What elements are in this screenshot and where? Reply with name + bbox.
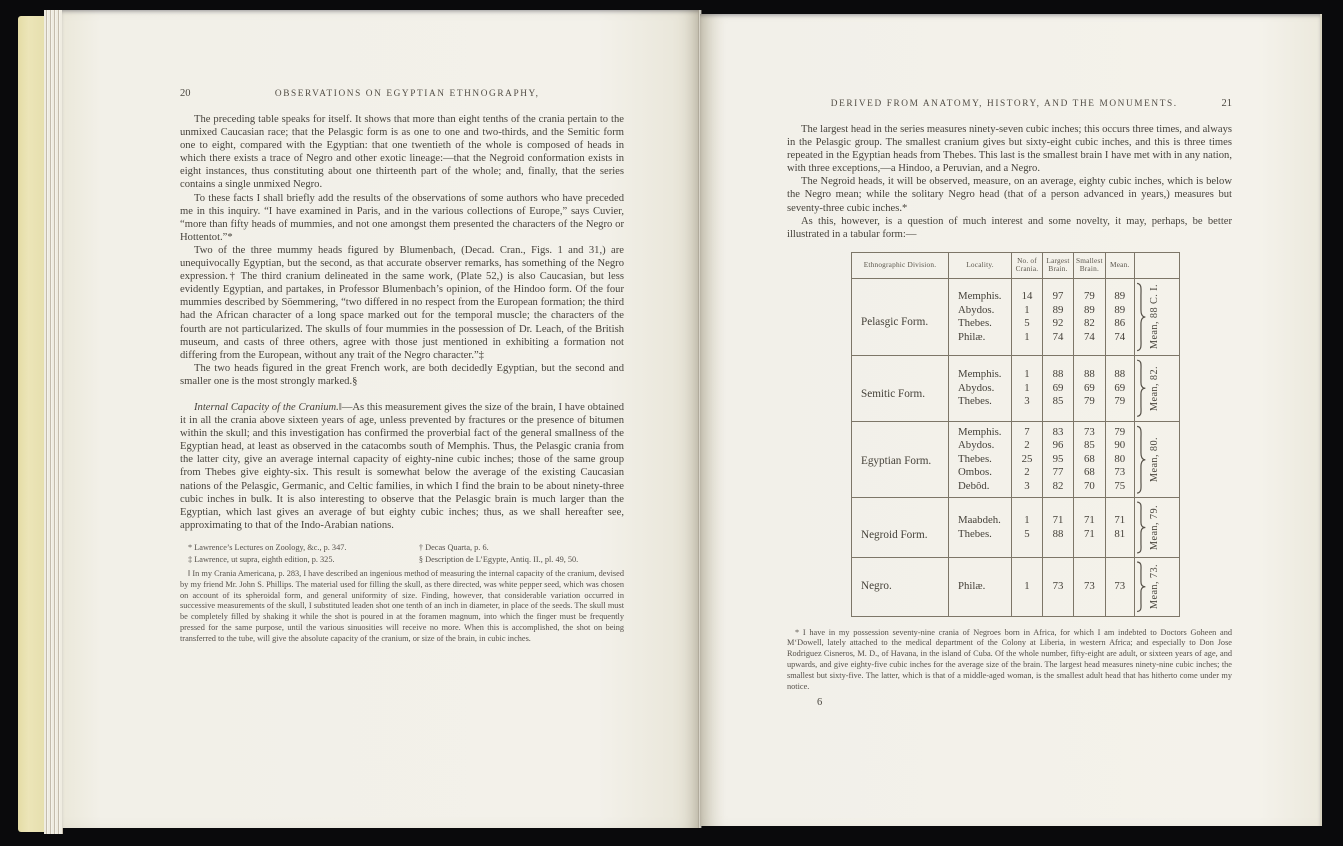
mean-cell: 90 — [1105, 439, 1134, 453]
col-header-largest: Largest Brain. — [1043, 252, 1074, 278]
smallest-cell: 79 — [1074, 395, 1106, 421]
brace-icon — [1136, 282, 1147, 352]
crania-cell: 3 — [1012, 480, 1043, 498]
paragraph: Two of the three mummy heads figured by Blumenbach, (Decad. Cran., Figs. 1 and 31,) are unequivocally Egyptian, but the second, as that accurate observer remarks, has something of the Negro expression.† The third cranium delineated in the same work, (Plate 52,) is also Caucasian, but less evidently Egyptian, and partakes, in Professor Blumenbach’s opinion, of the Hindoo form. Of the four mummies described by Söemmering, “two differed in no respect from the European formation; the third had the African character of a long space marked out for the temporal muscle; the characters of the fourth are not particularized. The skulls of four mummies in the possession of Dr. Leach, of the British museum, and casts of three others, agree with those just mentioned in exhibiting a formation not differing from the European, without any trait of the Negro character.”‡ — [180, 244, 624, 361]
page-number-left: 20 — [180, 88, 191, 99]
page-number-right: 21 — [1221, 98, 1232, 109]
right-text-block — [787, 98, 1232, 709]
table-row — [852, 558, 1180, 617]
locality-cell: Thebes. — [949, 528, 1012, 558]
table-row — [852, 356, 1180, 382]
group-mean-label: Mean, 80. — [1148, 436, 1160, 482]
division-cell: Negro. — [852, 558, 949, 617]
crania-cell: 1 — [1012, 382, 1043, 396]
locality-cell: Abydos. — [949, 382, 1012, 396]
brace-icon — [1136, 561, 1147, 613]
mean-cell: 73 — [1105, 558, 1134, 617]
largest-cell: 71 — [1043, 498, 1074, 528]
left-body-text — [180, 113, 624, 532]
paragraph: The Negroid heads, it will be observed, measure, on an average, eighty cubic inches, which is below the Negro mean; while the solitary Negro head (that of a person advanced in years,) measures but seventy-three cubic inches.* — [787, 176, 1232, 214]
largest-cell: 69 — [1043, 382, 1074, 396]
smallest-cell: 79 — [1074, 279, 1106, 304]
smallest-cell: 68 — [1074, 453, 1106, 467]
section-paragraph — [180, 401, 624, 532]
crania-cell: 7 — [1012, 421, 1043, 439]
left-footnotes — [180, 543, 624, 645]
mean-cell: 74 — [1105, 331, 1134, 356]
section-text: —As this measurement gives the size of the brain, I have obtained it in all the crania above sixteen years of age, unless prevented by fractures or the presence of bitumen within the skull; and this investigation has confirmed the proverbial fact of the general smallness of the Egyptian head, at least as observed in the catacombs south of Memphis. Thus, the Pelasgic crania from the latter city, give an average internal capacity of eighty-nine cubic inches; those of the same group from Thebes give eighty-six. This result is somewhat below the average of the existing Caucasian nations of the Pelasgic, Germanic, and Celtic families, in which I find the brain to be about ninety-three cubic inches in bulk. It is also interesting to observe that the Pelasgic brain is much larger than the Egyptian, which last gives an average of but eighty cubic inches; thus, as we shall hereafter see, approximating to that of the Indo-Arabian nations. — [180, 401, 624, 531]
locality-cell: Philæ. — [949, 558, 1012, 617]
group-mean-cell — [1134, 279, 1179, 356]
crania-cell: 25 — [1012, 453, 1043, 467]
paragraph: To these facts I shall briefly add the results of the observations of some authors who have preceded me in this inquiry. “I have examined in Paris, and in the various collections of Europe,” says Cuvier, “more than fifty heads of mummies, and not one amongst them presented the characters of the Negro or Hottentot.”* — [180, 192, 624, 243]
footnote: † Decas Quarta, p. 6. — [418, 542, 489, 552]
running-head-right: DERIVED FROM ANATOMY, HISTORY, AND THE MONUMENTS. — [830, 99, 1178, 109]
group-mean-cell — [1134, 421, 1179, 498]
fore-edge-pages — [18, 16, 44, 832]
mean-cell: 79 — [1105, 395, 1134, 421]
smallest-cell: 88 — [1074, 356, 1106, 382]
footnote: § Description de L’Egypte, Antiq. II., pl. 49, 50. — [418, 554, 579, 564]
section-heading: Internal Capacity of the Cranium. — [194, 401, 339, 413]
crania-cell: 5 — [1012, 528, 1043, 558]
short-footnotes — [180, 543, 624, 566]
smallest-cell: 71 — [1074, 498, 1106, 528]
largest-cell: 73 — [1043, 558, 1074, 617]
cranial-capacity-table-wrap — [851, 252, 1232, 617]
crania-cell: 1 — [1012, 331, 1043, 356]
largest-cell: 85 — [1043, 395, 1074, 421]
smallest-cell: 82 — [1074, 317, 1106, 331]
smallest-cell: 74 — [1074, 331, 1106, 356]
largest-cell: 92 — [1043, 317, 1074, 331]
paragraph: The preceding table speaks for itself. It shows that more than eight tenths of the crania pertain to the unmixed Caucasian race; that the Pelasgic form is as one to one and two-thirds, and the Semitic form one to eight, compared with the Egyptian: that one twentieth of the whole is composed of heads in which there exists a trace of Negro and other exotic lineage:—that the Negroid conformation exists in eight instances, thus constituting about one thirteenth part of the whole; and, finally, that the series contains a single unmixed Negro. — [180, 114, 624, 191]
paragraph: As this, however, is a question of much interest and some novelty, it may, perhaps, be better illustrated in a tabular form:— — [787, 215, 1232, 240]
division-cell: Egyptian Form. — [852, 421, 949, 498]
largest-cell: 96 — [1043, 439, 1074, 453]
col-header-smallest: Smallest Brain. — [1074, 252, 1106, 278]
mean-cell: 75 — [1105, 480, 1134, 498]
crania-cell: 5 — [1012, 317, 1043, 331]
locality-cell: Philæ. — [949, 331, 1012, 356]
paragraph: The largest head in the series measures ninety-seven cubic inches; this occurs three times, and always in the Pelasgic group. The smallest cranium gives but sixty-eight cubic inches, and this is three times repeated in the Egyptian heads from Thebes. This last is the smallest brain I have met with in any nation, with three exceptions,—a Hindoo, a Peruvian, and a Negro. — [787, 124, 1232, 175]
locality-cell: Thebes. — [949, 453, 1012, 467]
locality-cell: Memphis. — [949, 356, 1012, 382]
smallest-cell: 85 — [1074, 439, 1106, 453]
group-mean-cell — [1134, 558, 1179, 617]
largest-cell: 95 — [1043, 453, 1074, 467]
crania-cell: 1 — [1012, 498, 1043, 528]
footnote: * Lawrence’s Lectures on Zoology, &c., p. 347. — [188, 542, 347, 552]
col-header-locality: Locality. — [949, 252, 1012, 278]
mean-cell: 71 — [1105, 498, 1134, 528]
signature-mark: 6 — [817, 696, 823, 708]
crania-cell: 2 — [1012, 466, 1043, 480]
right-page — [700, 14, 1322, 826]
largest-cell: 74 — [1043, 331, 1074, 356]
mean-cell: 80 — [1105, 453, 1134, 467]
running-head-left: OBSERVATIONS ON EGYPTIAN ETHNOGRAPHY, — [274, 89, 540, 99]
smallest-cell: 73 — [1074, 421, 1106, 439]
group-mean-label: Mean, 88 C. I. — [1148, 284, 1160, 350]
right-body-text — [787, 123, 1232, 241]
mean-cell: 86 — [1105, 317, 1134, 331]
footnote-long: ‖ In my Crania Americana, p. 283, I have described an ingenious method of measuring the internal capacity of the cranium, devised by my friend Mr. John S. Phillips. The material used for filling the skull, as there directed, was white pepper seed, which was chosen on account of its spheroidal form, and general uniformity of size. Finding, however, that considerable variation occurred in successive measurements of the skull, I substituted leaden shot one tenth of an inch in diameter, in place of the seeds. The skull must be completely filled by shaking it while the shot is poured in at the foramen magnum, into which the finger must be frequently pressed for the same purpose, until the various sinuosities will receive no more. When this is accomplished, the shot on being transferred to the tube, will give the absolute capacity of the cranium, or size of the brain, in cubic inches. — [180, 568, 624, 644]
largest-cell: 88 — [1043, 356, 1074, 382]
smallest-cell: 89 — [1074, 304, 1106, 318]
col-header-crania: No. of Crania. — [1012, 252, 1043, 278]
locality-cell: Ombos. — [949, 466, 1012, 480]
locality-cell: Abydos. — [949, 304, 1012, 318]
table-row — [852, 279, 1180, 304]
locality-cell: Thebes. — [949, 395, 1012, 421]
locality-cell: Memphis. — [949, 279, 1012, 304]
col-header-spacer — [1134, 252, 1179, 278]
division-cell: Negroid Form. — [852, 498, 949, 558]
smallest-cell: 68 — [1074, 466, 1106, 480]
locality-cell: Memphis. — [949, 421, 1012, 439]
smallest-cell: 70 — [1074, 480, 1106, 498]
largest-cell: 83 — [1043, 421, 1074, 439]
page-stack-edges — [44, 10, 63, 834]
crania-cell: 3 — [1012, 395, 1043, 421]
brace-icon — [1136, 501, 1147, 554]
largest-cell: 97 — [1043, 279, 1074, 304]
smallest-cell: 73 — [1074, 558, 1106, 617]
largest-cell: 89 — [1043, 304, 1074, 318]
brace-icon — [1136, 359, 1147, 418]
right-running-head-row — [787, 98, 1232, 109]
crania-cell: 1 — [1012, 558, 1043, 617]
left-page — [62, 10, 700, 828]
mean-cell: 89 — [1105, 279, 1134, 304]
smallest-cell: 71 — [1074, 528, 1106, 558]
crania-cell: 1 — [1012, 356, 1043, 382]
mean-cell: 79 — [1105, 421, 1134, 439]
division-cell: Semitic Form. — [852, 356, 949, 422]
largest-cell: 82 — [1043, 480, 1074, 498]
table-row — [852, 421, 1180, 439]
left-text-block — [180, 88, 624, 645]
group-mean-label: Mean, 73. — [1148, 564, 1160, 610]
mean-cell: 73 — [1105, 466, 1134, 480]
right-footnotes — [787, 628, 1232, 709]
crania-cell: 2 — [1012, 439, 1043, 453]
group-mean-cell — [1134, 498, 1179, 558]
table-header-row — [852, 252, 1180, 278]
crania-cell: 14 — [1012, 279, 1043, 304]
mean-cell: 88 — [1105, 356, 1134, 382]
mean-cell: 89 — [1105, 304, 1134, 318]
cranial-capacity-table — [851, 252, 1180, 617]
locality-cell: Abydos. — [949, 439, 1012, 453]
mean-cell: 81 — [1105, 528, 1134, 558]
largest-cell: 77 — [1043, 466, 1074, 480]
locality-cell: Thebes. — [949, 317, 1012, 331]
crania-cell: 1 — [1012, 304, 1043, 318]
locality-cell: Debôd. — [949, 480, 1012, 498]
smallest-cell: 69 — [1074, 382, 1106, 396]
footnote-reference-mark: ‖ — [338, 401, 342, 413]
left-running-head-row — [180, 88, 624, 99]
brace-icon — [1136, 425, 1147, 495]
locality-cell: Maabdeh. — [949, 498, 1012, 528]
paragraph: The two heads figured in the great French work, are both decidedly Egyptian, but the second and smaller one is the most strongly marked.§ — [180, 362, 624, 387]
group-mean-label: Mean, 79. — [1148, 504, 1160, 551]
largest-cell: 88 — [1043, 528, 1074, 558]
group-mean-cell — [1134, 356, 1179, 422]
footnote: * I have in my possession seventy-nine crania of Negroes born in Africa, for which I am indebted to Doctors Goheen and M‘Dowell, lately attached to the medical department of the Colony at Liberia, in western Africa; and especially to Don Jose Rodriguez Cisneros, M. D., of Havana, in the island of Cuba. Of the whole number, fifty-eight are adult, or sixteen years of age, and upwards, and give eighty-five cubic inches for the average size of the brain. The largest head measures ninety-nine cubic inches; the smallest but sixty-five. The latter, which is that of a middle-aged woman, is the smallest adult head that has hitherto come under my notice. — [787, 627, 1232, 692]
group-mean-label: Mean, 82. — [1148, 365, 1160, 411]
col-header-division: Ethnographic Division. — [852, 252, 949, 278]
col-header-mean: Mean. — [1105, 252, 1134, 278]
footnote: ‡ Lawrence, ut supra, eighth edition, p. 325. — [188, 554, 335, 564]
division-cell: Pelasgic Form. — [852, 279, 949, 356]
mean-cell: 69 — [1105, 382, 1134, 396]
table-row — [852, 498, 1180, 528]
